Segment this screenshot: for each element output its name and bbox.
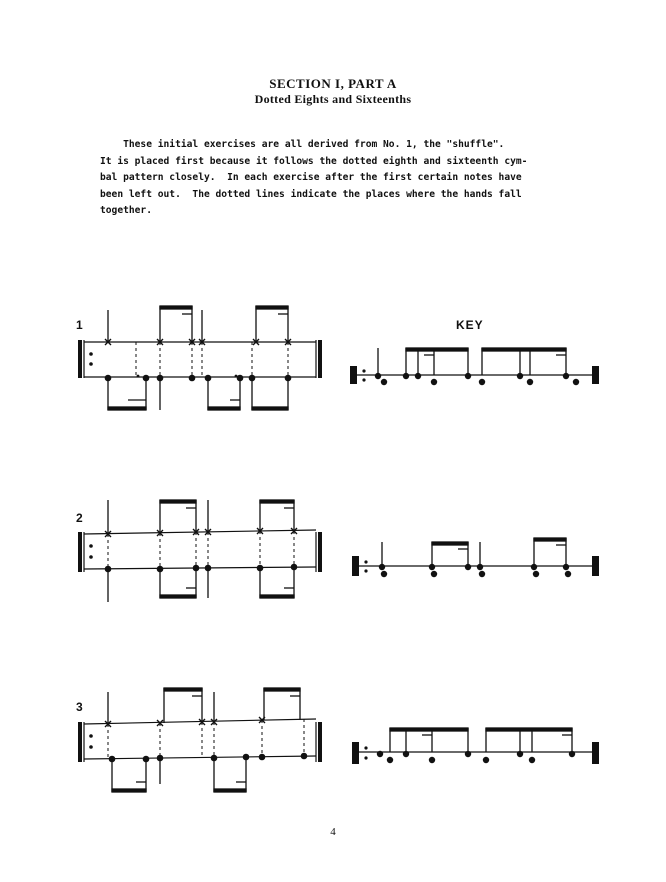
repeat-bar — [318, 340, 322, 378]
intro-line: bal pattern closely. In each exercise after the first certain notes have — [100, 172, 522, 184]
intro-line: together. — [100, 205, 152, 217]
intro-line: It is placed first because it follows the dotted eighth and sixteenth cym- — [100, 155, 528, 167]
exercise-2-notation — [72, 494, 332, 606]
page-number: 4 — [330, 826, 336, 838]
section-subtitle: Dotted Eights and Sixteenths — [254, 92, 412, 106]
exercise-number: 2 — [76, 511, 83, 525]
key-1-notation — [344, 340, 606, 396]
section-title: SECTION I, PART A — [269, 76, 397, 91]
key-2-notation — [344, 530, 606, 586]
intro-line: been left out. The dotted lines indicate the places where the hands fall — [100, 188, 522, 200]
key-3-notation — [344, 718, 606, 774]
intro-line: These initial exercises are all derived from No. 1, the "shuffle". — [100, 139, 505, 150]
exercise-number: 3 — [76, 700, 83, 714]
exercise-3-notation — [72, 684, 332, 796]
exercise-number: 1 — [76, 318, 83, 332]
repeat-bar — [78, 340, 82, 378]
key-label: KEY — [456, 318, 484, 332]
intro-paragraph — [100, 137, 560, 220]
exercise-1-notation — [72, 300, 332, 420]
